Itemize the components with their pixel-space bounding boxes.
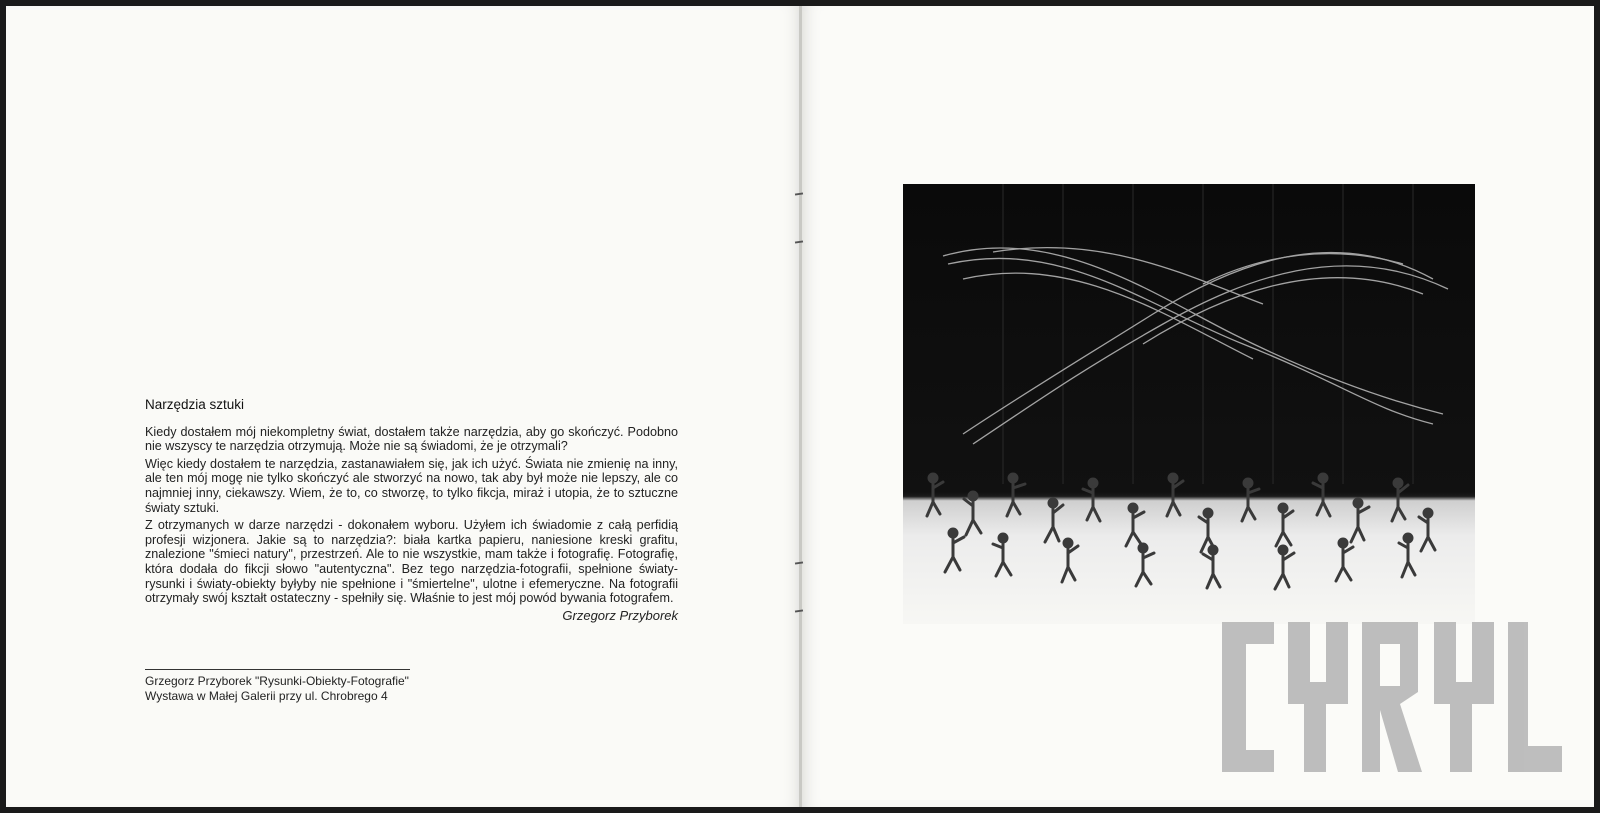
article-title: Narzędzia sztuki [145,397,245,412]
exhibition-credit [145,674,409,704]
article-paragraph: Z otrzymanych w darze narzędzi - dokonałem wyboru. Użyłem ich świadomie z całą perfidią profesji wizjonera. Jakie są to narzędzia?: biała kartka papieru, naniesione kreski grafitu, znalezione "śmieci natury", przestrzeń. Ale to nie wszystkie, mam także i fotografię. Fotografię, która dodała do fikcji słowo "autentyczna". Bez tego narzędzia-fotografii, spełnione światy-rysunki i światy-obiekty byłyby nie spełnione i "śmiertelne", ulotne i efemeryczne. Na fotografii otrzymały swój kształt ostateczny - spełniły się. Właśnie to jest mój powód bywania fotografem. [145,518,678,606]
stage-figures-photo [903,184,1475,624]
credit-line: Grzegorz Przyborek "Rysunki-Obiekty-Fotografie" [145,674,409,688]
article-paragraph: Więc kiedy dostałem te narzędzia, zastanawiałem się, jak ich użyć. Świata nie zmienię na inny, ale ten mój mogę nie tylko skończyć ale stworzyć na nowo, tak aby był może nie lepszy, ale co najmniej inny, ciekawszy. Wiem, że to, co stworzę, to tylko fikcja, miraż i utopia, że to sztuczne światy sztuki. [145,456,678,515]
cyryl-watermark-logo [1222,622,1562,772]
photo-artwork [903,184,1475,624]
watermark-logo-mark [1222,622,1562,772]
article-paragraph: Kiedy dostałem mój niekompletny świat, dostałem także narzędzia, aby go skończyć. Podobno nie wszyscy te narzędzia otrzymują. Może nie są świadomi, że je otrzymali? [145,424,678,454]
footer-divider [145,669,410,670]
article [145,398,678,623]
credit-line: Wystawa w Małej Galerii przy ul. Chrobrego 4 [145,689,388,703]
author-signature: Grzegorz Przyborek [562,607,678,623]
